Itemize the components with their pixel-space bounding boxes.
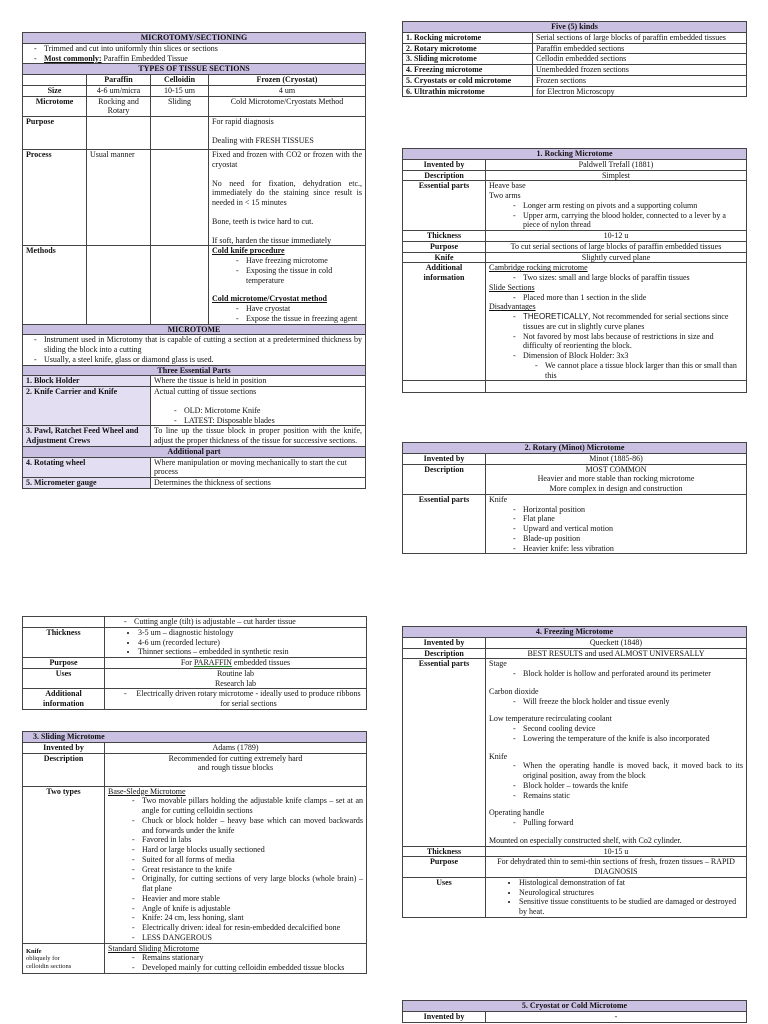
list-item: - Hard or large blocks usually sectioned xyxy=(142,845,363,855)
list-item: - Suited for all forms of media xyxy=(142,855,363,865)
list-item: - Great resistance to the knife xyxy=(142,865,363,875)
microtomy-table: MICROTOMY/SECTIONING - Trimmed and cut into uniformly thin slices or sections - Most commonly: Paraffin Embedded Tissue TYPES OF TISSUE SECTIONS Paraffin Celloidin Frozen (Cryostat) Size 4-6 um/micra 10-15 um 4 um Microtome Rocking and Rotary Sliding Cold Microtome/Cryostats Method Purpose For rapid diagnosis Dealing with FRESH TISSUES Process Usual manner Fixed and frozen with CO2 or frozen with the cryostat No need for fixation, dehydration etc., immediately do the staining since result is needed in < 15 minutes Bone, teeth is twice hard to cut. If soft, harden the tissue immediately Methods Cold knife procedure - Have freezing microtome - Exposing the tissue in cold temperature Cold microtome/Cryostat method - Have cryostat - Expose the tissue in freezing agent MICROTOME - Instrument used in Microtomy that is capable of cutting a section at a predetermined thickness by sliding the block into a cutting - Usually, a steel knife, glass or diamond glass is used. Three Essential Parts 1. Block Holder Where the tissue is held in position 2. Knife Carrier and Knife Actual cutting of tissue sections - OLD: Microtome Knife - LATEST: Disposable blades 3. Pawl, Ratchet Feed Wheel and Adjustment Crews To line up the tissue block in proper position with the knife, adjust the proper thickness of the tissue for successive sections. Additional part 4. Rotating wheel Where manipulation or moving mechanically to start the cut process 5. Micrometer gauge Determines the thickness of sections xyxy=(22,32,366,489)
part-knife-carrier: 2. Knife Carrier and Knife xyxy=(23,387,151,426)
process-frozen: Fixed and frozen with CO2 or frozen with the cryostat No need for fixation, dehydration etc., immediately do the staining since result is needed in < 15 minutes Bone, teeth is twice hard to cut. If soft, harden the tissue immediately xyxy=(209,150,366,246)
list-item: - Originally, for cutting sections of very large blocks (whole brain) – flat plane xyxy=(142,874,363,894)
microtome-celloidin: Sliding xyxy=(151,96,209,117)
purpose-frozen: For rapid diagnosis Dealing with FRESH TISSUES xyxy=(209,117,366,150)
microtomy-bullet: - Trimmed and cut into uniformly thin slices or sections xyxy=(44,44,362,54)
sliding-title: 3. Sliding Microtome xyxy=(23,732,367,743)
rocking-inventor: Paldwell Trefall (1881) xyxy=(486,159,747,170)
list-item: - Angle of knife is adjustable xyxy=(142,904,363,914)
freezing-inventor: Queckett (1848) xyxy=(486,637,747,648)
rotary-continued-table: - Cutting angle (tilt) is adjustable – cut harder tissue Thickness • 3-5 um – diagnostic histology • 4-6 um (recorded lecture) • Thinner sections – embedded in synthetic resin Purpose For PARAFFIN embedded tissues Uses Routine lab Research lab Additional information - Electrically driven rotary microtome - ideally used to produce ribbons for serial sections xyxy=(22,616,367,710)
sliding-microtome-table: 3. Sliding Microtome Invented by Adams (1789) Description Recommended for cutting extremely hard and rough tissue blocks Two types Base-Sledge Microtome - Two movable pillars holding the adjustable knife clamps – set at an angle for cutting celloidin sections - Chuck or block holder – heavy base which can moved backwards and forwards under the knife - Favored in labs - Hard or large blocks usually sectioned - Suited for all forms of media - Great resistance to the knife - Originally, for cutting sections of very large blocks (whole brain) – flat plane - Heavier and more stable - Angle of knife is adjustable - Knife: 24 cm, less honing, slant - Electrically driven: ideal for resin-embedded decalcified bone - LESS DANGEROUS Knife obliquely for celloidin sections Standard Sliding Microtome - Remains stationary - Developed mainly for cutting celloidin embedded tissue blocks xyxy=(22,731,367,974)
parts-title: Three Essential Parts xyxy=(23,365,366,376)
five-kinds-title: Five (5) kinds xyxy=(403,22,747,33)
kind-freezing: 4. Freezing microtome xyxy=(403,65,533,76)
rocking-title: 1. Rocking Microtome xyxy=(403,149,747,160)
microtomy-title: MICROTOMY/SECTIONING xyxy=(23,33,366,44)
part-rotating-wheel: 4. Rotating wheel xyxy=(23,457,151,478)
part-block-holder: 1. Block Holder xyxy=(23,376,151,387)
part-pawl-ratchet: 3. Pawl, Ratchet Feed Wheel and Adjustment Crews xyxy=(23,426,151,447)
microtomy-bullet: - Most commonly: Paraffin Embedded Tissue xyxy=(44,54,362,64)
part-micrometer-gauge: 5. Micrometer gauge xyxy=(23,478,151,489)
process-label: Process xyxy=(23,150,87,246)
kind-ultrathin: 6. Ultrathin microtome xyxy=(403,86,533,97)
freezing-title: 4. Freezing Microtome xyxy=(403,627,747,638)
process-paraffin: Usual manner xyxy=(87,150,151,246)
methods-label: Methods xyxy=(23,246,87,324)
list-item: - Knife: 24 cm, less honing, slant xyxy=(142,913,363,923)
size-frozen: 4 um xyxy=(209,85,366,96)
list-item: - LESS DANGEROUS xyxy=(142,933,363,943)
five-kinds-table: Five (5) kinds 1. Rocking microtome Serial sections of large blocks of paraffin embedded tissues 2. Rotary microtome Paraffin embedded sections 3. Sliding microtome Cellodin embedded sections 4. Freezing microtome Unembedded frozen sections 5. Cryostats or cold microtome Frozen sections 6. Ultrathin microtome for Electron Microscopy xyxy=(402,21,747,97)
microtome-title: MICROTOME xyxy=(23,324,366,335)
cryostat-inventor: - xyxy=(486,1011,747,1022)
col-frozen: Frozen (Cryostat) xyxy=(209,75,366,86)
sliding-inventor: Adams (1789) xyxy=(105,742,367,753)
rotary-title: 2. Rotary (Minot) Microtome xyxy=(403,443,747,454)
base-sledge-list xyxy=(108,796,363,942)
kind-rocking: 1. Rocking microtome xyxy=(403,32,533,43)
rotary-inventor: Minot (1885-86) xyxy=(486,453,747,464)
list-item: - Heavier and more stable xyxy=(142,894,363,904)
microtome-paraffin: Rocking and Rotary xyxy=(87,96,151,117)
list-item: - Chuck or block holder – heavy base which can moved backwards and forwards under the knife xyxy=(142,816,363,836)
list-item: - Two movable pillars holding the adjustable knife clamps – set at an angle for cutting celloidin sections xyxy=(142,796,363,816)
rocking-microtome-table: 1. Rocking Microtome Invented by Paldwell Trefall (1881) Description Simplest Essential parts Heave base Two arms - Longer arm resting on pivots and a supporting column - Upper arm, carrying the blood holder, connected to a lever by a piece of nylon thread Thickness 10-12 u Purpose To cut serial sections of large blocks of paraffin embedded tissues Knife Slightly curved plane Additional information Cambridge rocking microtome - Two sizes: small and large blocks of paraffin tissues Slide Sections - Placed more than 1 section in the slide Disadvantages - THEORETICALLY, Not recommended for serial sections since tissues are cut in slightly curve planes - Not favored by most labs because of restrictions in size and difficulty of reorienting the block. - Dimension of Block Holder: 3x3 - We cannot place a tissue block larger than this or small than this xyxy=(402,148,747,393)
col-celloidin: Celloidin xyxy=(151,75,209,86)
size-label: Size xyxy=(23,85,87,96)
methods-frozen: Cold knife procedure - Have freezing microtome - Exposing the tissue in cold temperature Cold microtome/Cryostat method - Have cryostat - Expose the tissue in freezing agent xyxy=(209,246,366,324)
types-title: TYPES OF TISSUE SECTIONS xyxy=(23,64,366,75)
list-item: - Favored in labs xyxy=(142,835,363,845)
rotary-microtome-table: 2. Rotary (Minot) Microtome Invented by Minot (1885-86) Description MOST COMMON Heavier and more stable than rocking microtome More complex in design and construction Essential parts Knife - Horizontal position - Flat plane - Upward and vertical motion - Blade-up position - Heavier knife: less vibration xyxy=(402,442,747,554)
microtome-label: Microtome xyxy=(23,96,87,117)
microtome-frozen: Cold Microtome/Cryostats Method xyxy=(209,96,366,117)
list-item: - Electrically driven: ideal for resin-embedded decalcified bone xyxy=(142,923,363,933)
size-celloidin: 10-15 um xyxy=(151,85,209,96)
kind-sliding: 3. Sliding microtome xyxy=(403,54,533,65)
freezing-microtome-table: 4. Freezing Microtome Invented by Queckett (1848) Description BEST RESULTS and used ALMOST UNIVERSALLY Essential parts Stage - Block holder is hollow and perforated around its perimeter Carbon dioxide - Will freeze the block holder and tissue evenly Low temperature recirculating coolant - Second cooling device - Lowering the temperature of the knife is also incorporated Knife - When the operating handle is moved back, it moved back to its original position, away from the block - Block holder – towards the knife - Remains static Operating handle - Pulling forward Mounted on especially constructed shelf, with Co2 cylinder. Thickness 10-15 u Purpose For dehydrated thin to semi-thin sections of fresh, frozen tissues – RAPID DIAGNOSIS Uses • Histological demonstration of fat • Neurological structures • Sensitive tissue constituents to be studied are damaged or destroyed by heat. xyxy=(402,626,747,918)
cryostat-title: 5. Cryostat or Cold Microtome xyxy=(403,1001,747,1012)
additional-part-title: Additional part xyxy=(23,446,366,457)
size-paraffin: 4-6 um/micra xyxy=(87,85,151,96)
kind-rotary: 2. Rotary microtome xyxy=(403,43,533,54)
purpose-label: Purpose xyxy=(23,117,87,150)
col-paraffin: Paraffin xyxy=(87,75,151,86)
cryostat-microtome-table: 5. Cryostat or Cold Microtome Invented by - xyxy=(402,1000,747,1023)
kind-cryostat: 5. Cryostats or cold microtome xyxy=(403,75,533,86)
